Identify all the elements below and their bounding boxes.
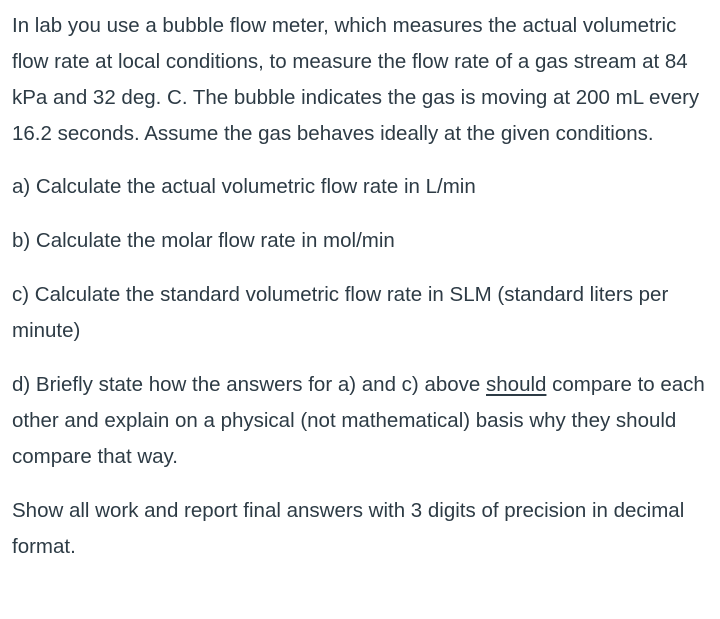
question-b: b) Calculate the molar flow rate in mol/min xyxy=(12,229,395,252)
question-d-text-after: compare to each other and explain on a physical (not mathematical) basis why they should compare that way. xyxy=(12,373,705,468)
question-d-emphasis: should xyxy=(486,373,547,396)
problem-intro: In lab you use a bubble flow meter, which measures the actual volumetric flow rate at local conditions, to measure the flow rate of a gas stream at 84 kPa and 32 deg. C. The bubble indicates the gas is moving at 200 mL every 16.2 seconds. Assume the gas behaves ideally at the given conditions. xyxy=(12,14,700,145)
question-d-text-before: d) Briefly state how the answers for a) and c) above xyxy=(12,373,487,396)
question-c: c) Calculate the standard volumetric flow rate in SLM (standard liters per minute) xyxy=(12,283,669,342)
instructions: Show all work and report final answers with 3 digits of precision in decimal format. xyxy=(12,499,685,558)
problem-document xyxy=(12,0,712,565)
question-a: a) Calculate the actual volumetric flow rate in L/min xyxy=(12,175,476,198)
question-d xyxy=(12,367,712,475)
